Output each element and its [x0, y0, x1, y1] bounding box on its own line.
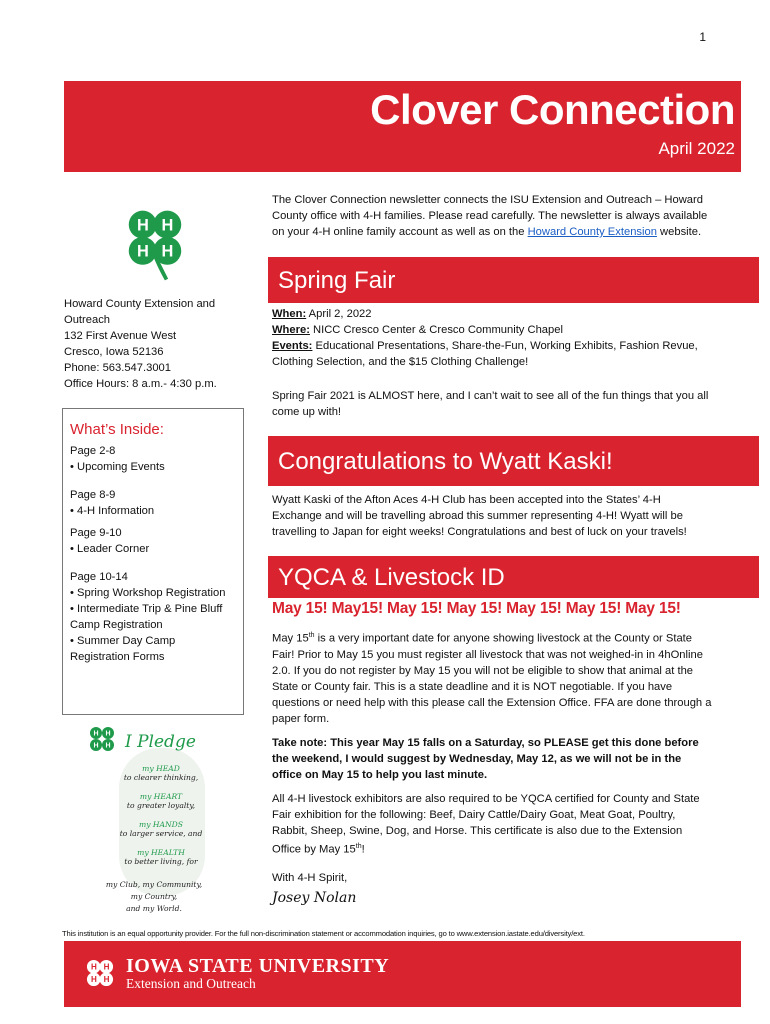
- svg-text:H: H: [103, 975, 110, 984]
- congrats-heading: Congratulations to Wyatt Kaski!: [268, 436, 759, 486]
- pledge-line: to better living, for: [124, 857, 198, 866]
- where-label: Where:: [272, 324, 310, 336]
- pledge-line: my HEALTH: [137, 848, 185, 857]
- events-label: Events:: [272, 340, 313, 352]
- when-value: April 2, 2022: [306, 308, 372, 320]
- svg-text:H: H: [91, 962, 97, 972]
- pledge-line: to larger service, and: [119, 829, 203, 838]
- ordinal-suffix: th: [308, 632, 315, 639]
- phone-line: Phone: 563.547.3001: [64, 362, 172, 374]
- pledge-line: to greater loyalty,: [126, 801, 196, 810]
- intro-text: The Clover Connection newsletter connects the ISU Extension and Outreach – Howard County office with 4-H families. Please read carefully. The newsletter is always available on your 4-H online family account as well as on the: [272, 194, 708, 238]
- 4h-clover-icon: [114, 200, 196, 282]
- svg-text:H: H: [93, 730, 99, 738]
- contents-item: • Spring Workshop Registration: [70, 587, 226, 599]
- contents-item: • 4-H Information: [70, 505, 155, 517]
- spring-fair-heading: Spring Fair: [268, 257, 759, 303]
- yqca-certification: [272, 791, 712, 858]
- howard-county-extension-link[interactable]: Howard County Extension: [527, 226, 657, 238]
- spring-fair-details: [272, 306, 712, 370]
- svg-text:H: H: [105, 742, 111, 750]
- contents-item: • Upcoming Events: [70, 461, 165, 473]
- contents-item: • Intermediate Trip & Pine Bluff Camp Registration: [70, 603, 223, 631]
- contents-block: [70, 569, 236, 665]
- yqca-heading: YQCA & Livestock ID: [268, 556, 759, 598]
- svg-text:H: H: [91, 975, 97, 984]
- yqca-p1-rest: is a very important date for anyone showing livestock at the County or State Fair! Prior to May 15 you must register all livestock that was not weighed-in in 4hOnline 2.0. If you do not register by May 15 you will not be eligible to show that animal at the State or County fair. This is a state deadline and it is NOT negotiable. If you have questions or need help with this please call the Extension Office. FFA are done through a paper form.: [272, 632, 712, 725]
- contents-page: Page 10-14: [70, 571, 128, 583]
- contents-item: • Leader Corner: [70, 543, 150, 555]
- may15-headline: May 15! May15! May 15! May 15! May 15! May 15! May 15!: [272, 600, 681, 617]
- when-line: [272, 306, 712, 322]
- office-address: [64, 296, 244, 392]
- where-line: [272, 322, 712, 338]
- pledge-line: my Club, my Community,: [105, 880, 203, 889]
- pledge-line: my HANDS: [139, 820, 183, 829]
- take-note: Take note: This year May 15 falls on a Saturday, so PLEASE get this done before the weekend, I would suggest by Wednesday, May 12, as we will not be in the office on May 15 to help you last minute.: [272, 737, 699, 781]
- where-value: NICC Cresco Center & Cresco Community Chapel: [309, 324, 563, 336]
- whats-inside-box: [62, 408, 244, 715]
- svg-text:H: H: [136, 242, 149, 261]
- intro-after-link: website.: [656, 226, 702, 238]
- office-hours: Office Hours: 8 a.m.- 4:30 p.m.: [64, 378, 217, 390]
- when-label: When:: [272, 308, 307, 320]
- events-value: Educational Presentations, Share-the-Fun, Working Exhibits, Fashion Revue, Clothing Selection, and the $15 Clothing Challenge!: [272, 340, 698, 368]
- spring-fair-note: Spring Fair 2021 is ALMOST here, and I can’t wait to see all of the fun things that you all come up with!: [272, 390, 709, 418]
- contents-item: • Summer Day Camp Registration Forms: [70, 635, 176, 663]
- header-banner: [64, 81, 741, 172]
- isu-clover-icon: [82, 955, 118, 991]
- svg-text:H: H: [93, 742, 99, 750]
- contents-page: Page 8-9: [70, 489, 116, 501]
- svg-text:H: H: [103, 962, 110, 972]
- signature: Josey Nolan: [272, 890, 357, 906]
- pledge-line: my Country,: [130, 892, 178, 901]
- address-line: 132 First Avenue West: [64, 330, 177, 342]
- page-number: 1: [699, 30, 706, 44]
- svg-text:H: H: [161, 242, 174, 261]
- contents-block: [70, 525, 236, 557]
- whats-inside-title: What’s Inside:: [70, 421, 164, 438]
- svg-text:H: H: [136, 216, 149, 235]
- yqca-p3-start: All 4-H livestock exhibitors are also required to be YQCA certified for County and State Fair exhibition for the following: Beef, Dairy Cattle/Dairy Goat, Meat Goat, Poultry, Rabbit, Sheep, Swine, Dog, and Horse. This certificate is also due to the Extension Office by May 15: [272, 793, 700, 856]
- nondiscrimination-note: This institution is an equal opportunity provider. For the full non-discrimination statement or accommodation inquiries, go to www.extension.iastate.edu/diversity/ext.: [62, 929, 585, 938]
- yqca-paragraph: [272, 628, 712, 727]
- contents-block: [70, 487, 236, 519]
- congrats-body: Wyatt Kaski of the Afton Aces 4-H Club has been accepted into the States’ 4-H Exchange and will be travelling abroad this summer representing 4-H! Wyatt will be travelling to Japan for eight weeks! Congratulations and best of luck on your travels!: [272, 494, 687, 538]
- newsletter-title: Clover Connection: [370, 86, 735, 133]
- intro-paragraph: [272, 192, 712, 240]
- pledge-line: my HEAD: [142, 764, 180, 773]
- pledge-line: my HEART: [139, 792, 183, 801]
- contents-page: Page 9-10: [70, 527, 122, 539]
- pledge-line: to clearer thinking,: [123, 773, 199, 782]
- university-subtitle: Extension and Outreach: [126, 976, 256, 991]
- svg-text:H: H: [161, 216, 174, 235]
- 4h-pledge-graphic: [85, 720, 223, 916]
- contents-block: [70, 443, 236, 475]
- svg-text:H: H: [105, 730, 111, 738]
- footer-banner: [64, 941, 741, 1007]
- yqca-p3-end: !: [361, 843, 365, 856]
- university-name: IOWA STATE UNIVERSITY: [126, 955, 390, 977]
- address-line: Cresco, Iowa 52136: [64, 346, 164, 358]
- pledge-title: I Pledge: [125, 732, 196, 752]
- contents-page: Page 2-8: [70, 445, 116, 457]
- closing: With 4-H Spirit,: [272, 872, 348, 884]
- address-line: Howard County Extension and Outreach: [64, 298, 216, 326]
- issue-date: April 2022: [658, 139, 735, 158]
- events-line: [272, 338, 712, 370]
- yqca-p1-start: May 15: [272, 632, 309, 645]
- pledge-line: and my World.: [126, 904, 182, 913]
- ordinal-suffix: th: [355, 843, 362, 850]
